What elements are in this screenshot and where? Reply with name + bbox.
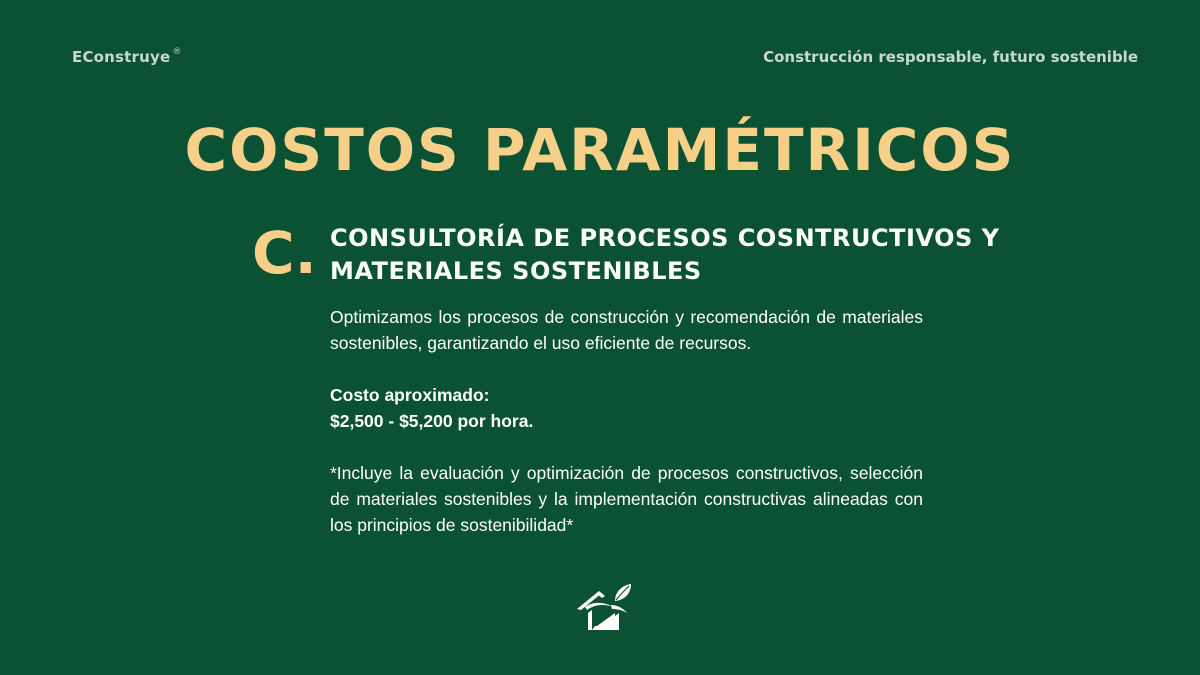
section-body bbox=[330, 304, 923, 538]
brand-logo-text bbox=[72, 48, 182, 66]
page-title: COSTOS PARAMÉTRICOS bbox=[184, 116, 1016, 184]
section-description: Optimizamos los procesos de construcción y recomendación de materiales sostenibles, garantizando el uso eficiente de recursos. bbox=[330, 307, 923, 353]
tagline: Construcción responsable, futuro sostenible bbox=[763, 48, 1138, 66]
section-letter: C. bbox=[252, 219, 317, 287]
section-note: *Incluye la evaluación y optimización de procesos constructivos, selección de materiales sostenibles y la implementación constructivas alineadas con los principios de sostenibilidad* bbox=[330, 463, 923, 535]
house-leaf-icon bbox=[575, 583, 633, 633]
cost-label: Costo aproximado: bbox=[330, 385, 490, 405]
cost-value: $2,500 - $5,200 por hora. bbox=[330, 411, 534, 431]
section-heading-line-2: MATERIALES SOSTENIBLES bbox=[330, 257, 702, 285]
section-heading-line-1: CONSULTORÍA DE PROCESOS COSNTRUCTIVOS Y bbox=[330, 224, 1000, 252]
section-heading bbox=[330, 222, 1020, 288]
brand-name: EConstruye bbox=[72, 48, 171, 66]
registered-mark: ® bbox=[172, 47, 182, 57]
